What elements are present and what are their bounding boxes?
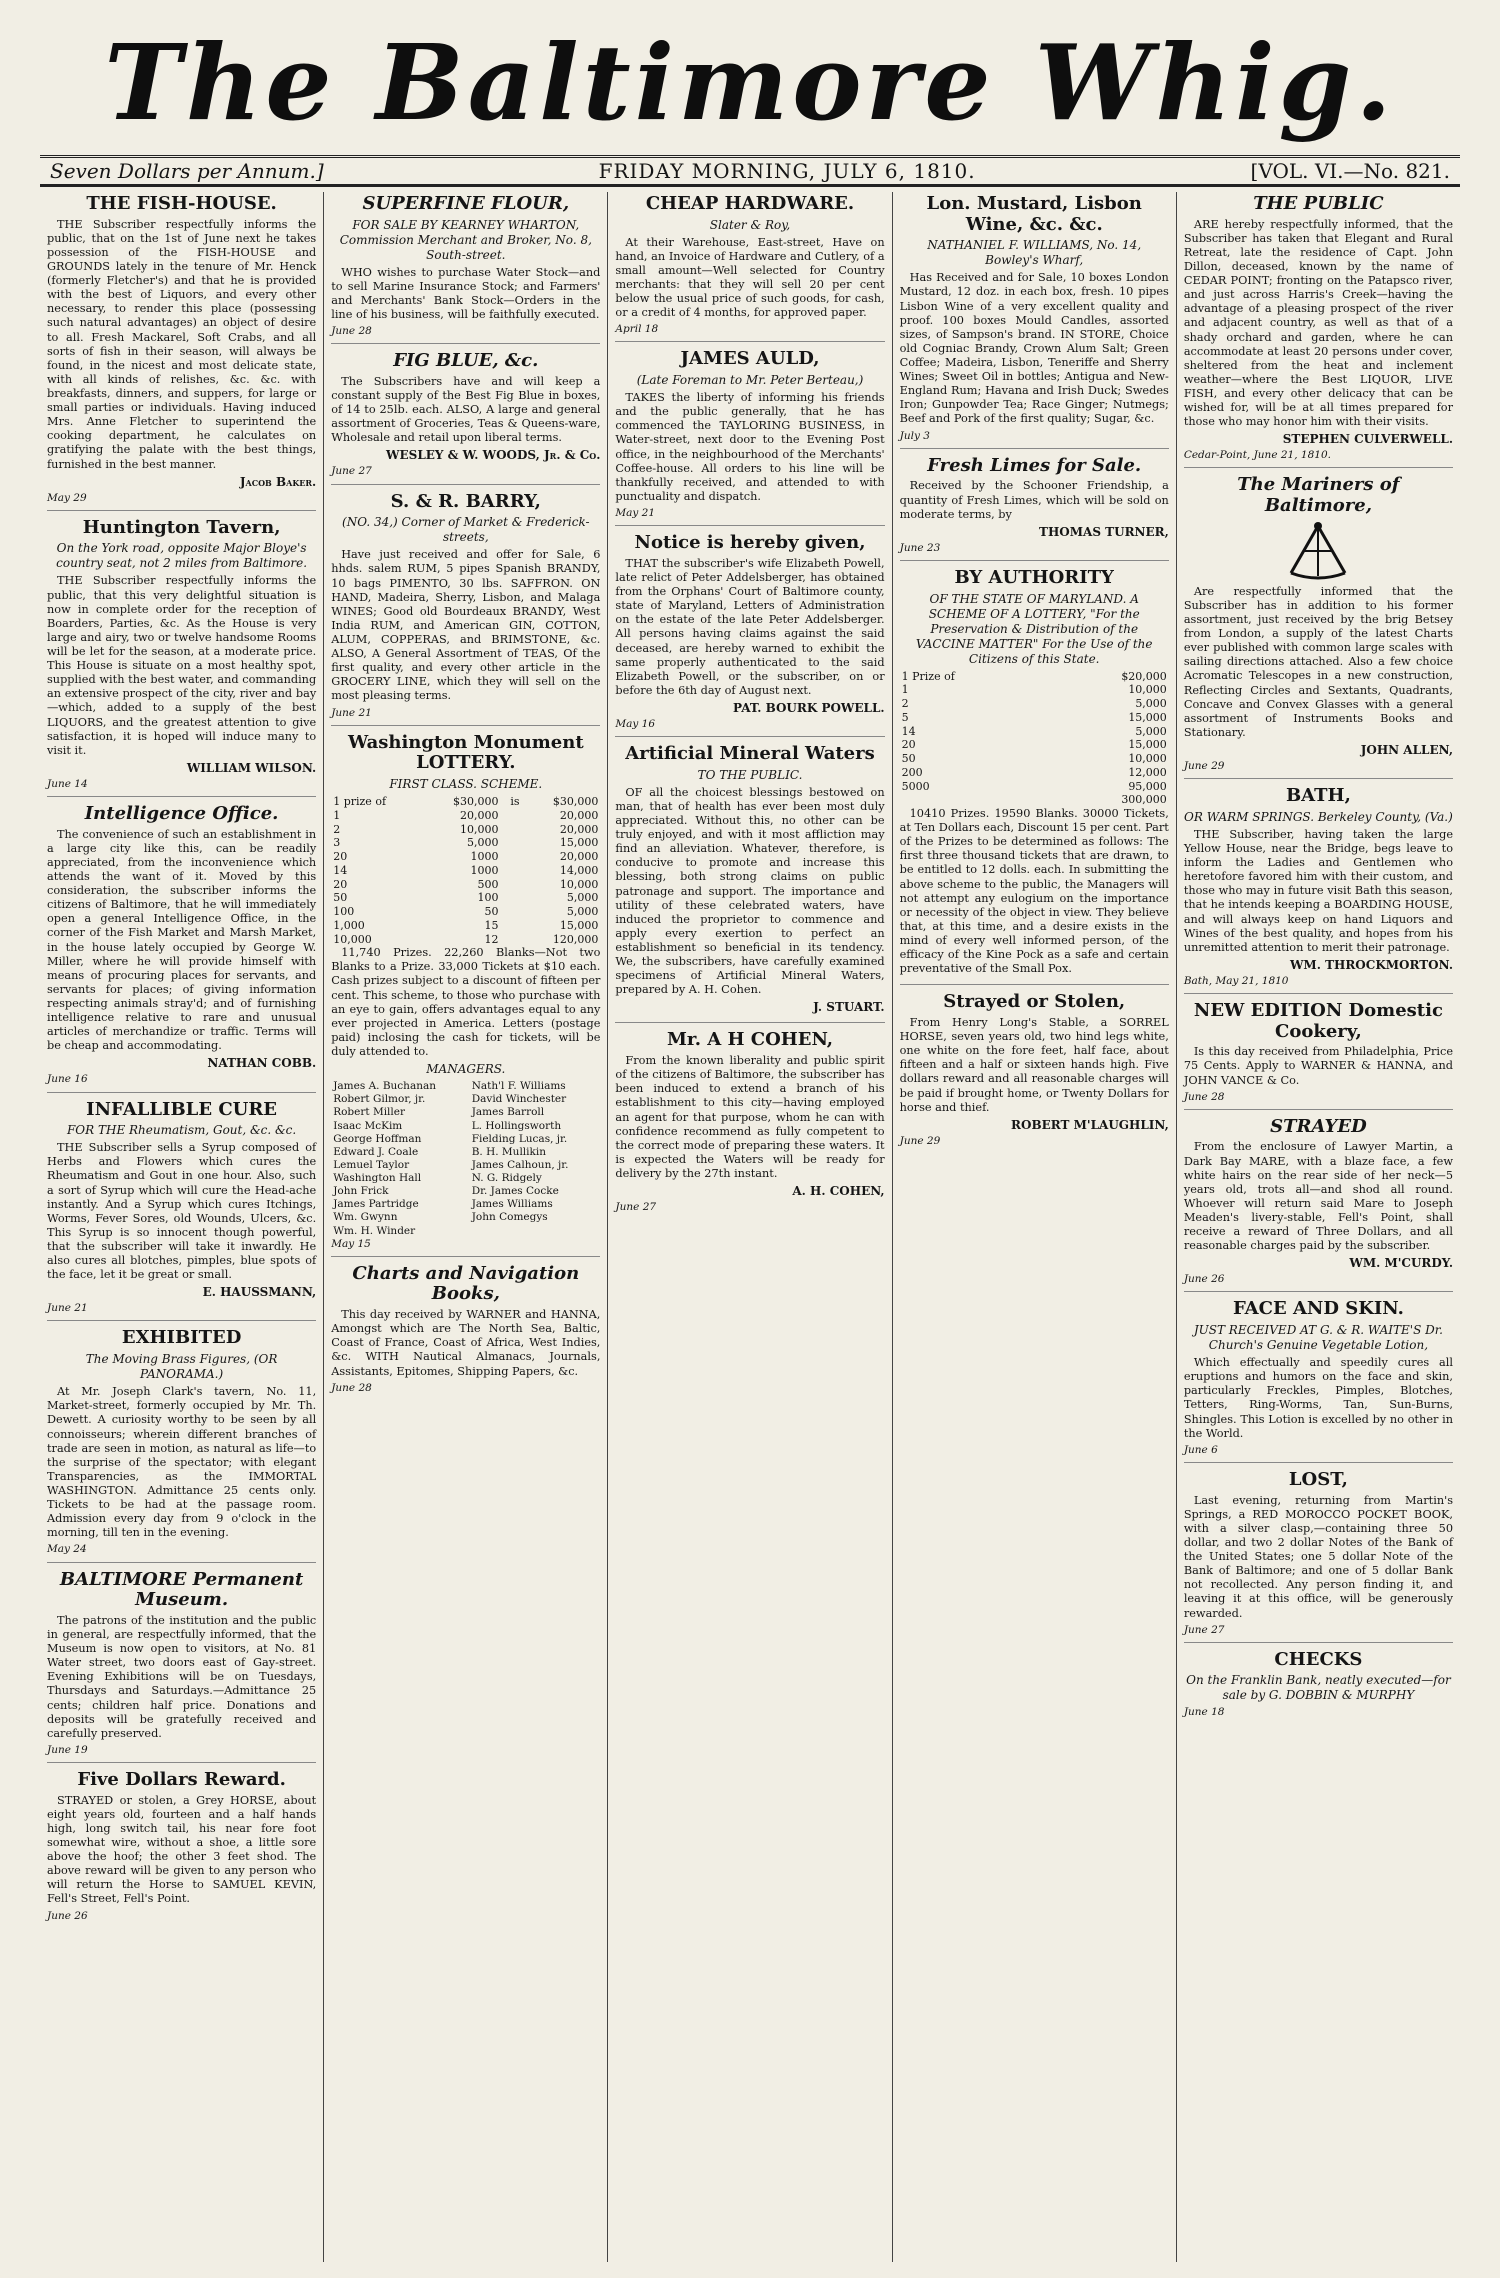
scheme-cell: 5,000 [1135,724,1167,738]
scheme-row [900,766,1169,780]
masthead [0,6,1500,158]
scheme-cell: 95,000 [1128,779,1167,793]
ad-body: 11,740 Prizes. 22,260 Blanks—Not two Blanks to a Prize. 33,000 Tickets at $10 each. Cash prizes subject to a discount of fifteen per cent. This scheme, to those who purchase with an eye to gain, offers advantages equal to any ever projected in America. Letters (postage paid) inclosing the cash for tickets, will be duly attended to. [331,946,601,1059]
scheme-row [331,878,600,892]
scheme-cell: 2 [901,697,909,711]
scheme-cell: 5,000 [566,891,599,905]
sextant-icon [1283,521,1353,581]
ad-title: Five Dollars Reward. [77,1768,286,1790]
scheme-cell: 1 Prize of [901,669,955,683]
ad-signature: WM. THROCKMORTON. [1289,957,1454,972]
ad-date: June 27 [331,465,372,478]
dateline [40,155,1460,187]
manager-name: Wm. H. Winder [333,1224,416,1237]
ad-subtitle: JUST RECEIVED AT G. & R. WAITE'S Dr. Church's Genuine Vegetable Lotion, [1193,1323,1443,1353]
ad-date: June 27 [615,1201,657,1214]
scheme-row [331,850,600,864]
manager-row [331,1106,600,1119]
scheme-cell: 200 [901,765,923,779]
ad-body: THAT the subscriber's wife Elizabeth Powell, late relict of Peter Addelsberger, has obtained from the Orphans' Court of Baltimore county, state of Maryland, Letters of Administration on the estate of the late Peter Addelsberger. All persons having claims against the said deceased, are hereby warned to exhibit the same properly authenticated to the said Elizabeth Powell, or the subscriber, on or before the 6th day of August next. [615,556,885,697]
ad-body: THE Subscriber respectfully informs the public, that this very delightful situation is now in complete order for the reception of Boarders, Parties, &c. As the House is very large and airy, two or twelve handsome Rooms will be let for the season, at a moderate price. This House is situate on a most healthy spot, supplied with the best water, and commanding an extensive prospect of the city, river and bay—which, added to a supply of the best LIQUORS, and the greatest attention to give satisfaction, it is hoped will induce many to visit it. [47,574,317,757]
scheme-cell: is [510,795,520,808]
ad-body: ARE hereby respectfully informed, that the Subscriber has taken that Elegant and Rural Retreat, late the residence of Capt. John Dillon, deceased, known by the name of CEDAR POINT; fronting on the Patapsco river, and just across Harris's Creek—having the advantage of a pleasing prospect of the river and adjacent country, as well as that of a shady orchard and garden, where he can accommodate at least 20 persons under cover, sheltered from the heat and inclement weather—where the Best LIQUOR, LIVE FISH, and every other delicacy that can be wished for, will be at all times prepared for those who may honor him with their visits. [1183,217,1454,429]
ad-subtitle: OF THE STATE OF MARYLAND. A SCHEME OF A LOTTERY, "For the Preservation & Distribution of the VACCINE MATTER" For the Use of the Citizens of this State. [915,591,1153,666]
ad-date: June 19 [47,1743,88,1756]
ad-body: The convenience of such an establishment in a large city like this, can be readily appreciated, from the inconvenience which attends the want of it. Moved by this consideration, the subscriber informs the citizens of Baltimore, that he will immediately open a general Intelligence Office, in the corner of the Fish Market and Marsh Market, in the house lately occupied by George W. Miller, where he will provide himself with means of procuring places for servants, and servants for places; of giving information respecting animals stray'd; and of furnishing intelligence relative to rare and unusual articles of merchandize or traffic. Terms will be cheap and accommodating. [47,827,317,1053]
advertisement [1184,475,1453,779]
scheme-cell: $30,000 [552,795,599,808]
ad-title: THE FISH-HOUSE. [86,193,277,214]
manager-row [331,1093,600,1106]
scheme-cell [900,793,1044,807]
advertisement [1184,1470,1453,1643]
manager-name: Fielding Lucas, jr. [471,1132,568,1145]
scheme-cell [501,891,522,905]
advertisement [331,1264,600,1400]
manager-name [470,1225,601,1238]
volume-number: [VOL. VI.—No. 821. [1250,159,1450,183]
manager-name: James A. Buchanan [333,1080,436,1093]
advertisement [900,194,1169,449]
scheme-row [331,809,600,823]
advertisement [331,351,600,484]
scheme-cell [501,850,522,864]
scheme-cell [501,919,522,933]
scheme-cell: 5,000 [1135,697,1167,711]
ad-date: June 28 [331,1381,372,1394]
manager-name: B. H. Mullikin [471,1145,546,1158]
ad-title: BALTIMORE Permanent Museum. [59,1568,304,1611]
ad-subtitle: FOR SALE BY KEARNEY WHARTON, Commission Merchant and Broker, No. 8, South-street. [339,217,592,262]
advertisement [1184,1299,1453,1462]
scheme-cell: 20,000 [559,808,599,822]
scheme-row [331,933,600,947]
scheme-cell: 15,000 [559,918,599,932]
column-1 [40,192,324,2262]
ad-date: May 15 [331,1237,371,1250]
manager-row [331,1133,600,1146]
ad-date: June 26 [1183,1273,1225,1286]
advertisement [615,533,884,737]
ad-date: June 16 [47,1073,88,1086]
scheme-row [331,905,600,919]
advertisement [1184,1650,1453,1725]
ad-date: June 29 [1183,760,1225,773]
ad-body: OF all the choicest blessings bestowed on man, that of health has ever been most duly appreciated. Without this, no other can be truly enjoyed, and with it most affliction may find an alleviation. Whatever, therefore, is conducive to promote and increase this blessing, both strong claims on public patronage and support. The importance and utility of these celebrated waters, have induced the proprietor to commence and apply every exertion to perfect an establishment so beneficial in its tendency. We, the subscribers, have carefully examined specimens of Artificial Mineral Waters, prepared by A. H. Cohen. [615,785,885,997]
scheme-cell: 50 [484,905,499,918]
manager-name: L. Hollingsworth [471,1119,562,1132]
ad-subtitle: The Moving Brass Figures, (OR PANORAMA.) [85,1352,278,1382]
manager-name: Robert Gilmor, jr. [333,1093,426,1106]
scheme-cell: 12,000 [1128,765,1167,779]
ad-body: From the known liberality and public spirit of the citizens of Baltimore, the subscriber has been induced to extend a branch of his establishment to this city—having employed an agent for that purpose, whom he can with confidence recommend as fully competent to the correct mode of preparing these waters. It is expected the Waters will be ready for delivery by the 27th instant. [615,1054,885,1180]
ad-body: The patrons of the institution and the public in general, are respectfully informed, that the Museum is now open to visitors, at No. 81 Water street, two doors east of Gay-street. Evening Exhibitions will be on Tuesdays, Thursdays and Saturdays.—Admittance 25 cents; children half price. Donations and deposits will be gratefully received and carefully preserved. [47,1613,317,1740]
ad-body: Which effectually and speedily cures all eruptions and humors on the face and skin, particularly Freckles, Pimples, Blotches, Tetters, Ring-Worms, Tan, Sun-Burns, Shingles. This Lotion is excelled by no other in the World. [1183,1356,1454,1440]
ad-subtitle: (NO. 34,) Corner of Market & Frederick-streets, [342,515,590,545]
ad-signature: WILLIAM WILSON. [186,760,317,775]
ad-title: FACE AND SKIN. [1232,1298,1404,1320]
advertisement [47,804,316,1093]
advertisement [900,568,1169,986]
ad-subtitle: FOR THE Rheumatism, Gout, &c. &c. [66,1123,297,1138]
ad-subtitle: FIRST CLASS. SCHEME. [389,777,543,791]
column-3 [608,192,892,2262]
manager-name: George Hoffman [333,1132,422,1145]
ad-title: Artificial Mineral Waters [625,743,875,765]
ad-title: NEW EDITION Domestic Cookery, [1193,999,1443,1042]
scheme-cell: 1 [901,683,909,697]
scheme-cell: 120,000 [552,932,599,946]
ad-body: Have just received and offer for Sale, 6 hhds. salem RUM, 5 pipes Spanish BRANDY, 10 bags PIMENTO, 30 lbs. SAFFRON. ON HAND, Madeira, Sherry, Lisbon, and Malaga WINES; Good old Bourdeaux BRANDY, West India RUM, and American GIN, COTTON, ALUM, COPPERAS, and BRIMSTONE, &c. ALSO, A General Assortment of TEAS, Of the first quality, and every other article in the GROCERY LINE, which they will sell on the most pleasing terms. [331,548,601,703]
newspaper-title: The Baltimore Whig. [104,20,1396,144]
scheme-cell: 1000 [470,850,499,863]
ad-body: THE Subscriber, having taken the large Yellow House, near the Bridge, begs leave to inform the Ladies and Gentlemen who heretofore favored him with their custom, and those who may in future visit Bath this season, that he intends keeping a BOARDING HOUSE, and will always keep on hand Liquors and Wines of the best quality, and hopes from his unremitted attention to merit their patronage. [1183,827,1454,954]
advertisement [1184,194,1453,468]
manager-name: Edward J. Coale [333,1145,419,1158]
ad-body: Are respectfully informed that the Subscriber has in addition to his former assortment, just received by the brig Betsey from London, a supply of the latest Charts ever published with common large scales with sailing directions attached. Also a few choice Acromatic Telescopes in a new construction, Reflecting Circles and Sextants, Quadrants, Concave and Convex Glasses with a general assortment of Instruments Books and Stationary. [1183,584,1454,739]
advertisement [615,744,884,1023]
manager-name: James Calhoun, jr. [471,1158,569,1171]
ad-body: Is this day received from Philadelphia, Price 75 Cents. Apply to WARNER & HANNA, and JOHN VANCE & Co. [1183,1045,1454,1087]
scheme-row [331,836,600,850]
manager-row [331,1120,600,1133]
scheme-row [900,780,1169,794]
scheme-cell: 10,000 [333,932,372,946]
ad-signature: E. HAUSSMANN, [202,1285,317,1300]
manager-row [331,1225,600,1238]
manager-name: David Winchester [471,1093,567,1106]
scheme-cell: 20 [901,738,916,752]
scheme-cell: 10,000 [460,822,499,836]
manager-name: John Frick [333,1185,389,1198]
ad-date: June 23 [899,541,941,554]
scheme-total: 300,000 [1121,793,1167,807]
manager-row [331,1198,600,1211]
columns [40,192,1460,2262]
manager-name: Washington Hall [333,1172,422,1184]
ad-title: Charts and Navigation Books, [352,1262,580,1305]
advertisement [47,1570,316,1763]
ad-body: TAKES the liberty of informing his friends and the public generally, that he has commenced the TAYLORING BUSINESS, in Water-street, next door to the Evening Post office, in the neighbourhood of the Merchants' Coffee-house. All orders to his line will be thankfully received, and attended to with punctuality and dispatch. [615,391,885,503]
scheme-row [331,864,600,878]
advertisement [900,992,1169,1153]
ad-date: May 29 [47,491,87,504]
scheme-row [900,752,1169,766]
scheme-cell [501,878,522,892]
ad-signature: STEPHEN CULVERWELL. [1282,432,1454,447]
column-4 [893,192,1177,2262]
scheme-cell: 20,000 [559,822,599,836]
scheme-cell: 14 [901,724,916,738]
ad-subtitle: On the Franklin Bank, neatly executed—for sale by G. DOBBIN & MURPHY [1186,1673,1451,1703]
ad-body: THE Subscriber respectfully informs the public, that on the 1st of June next he takes possession of the FISH-HOUSE and GROUNDS lately in the tenure of Mr. Henck (formerly Fletcher's) and that he is provided with the best of Liquors, and every other necessary, to render this place (possessing such natural advantages) an object of desire to all. Fresh Mackarel, Soft Crabs, and all sorts of fish in their season, will always be found, in the nicest and most delicate state, with all kinds of relishes, &c. &c. with breakfasts, dinners, and suppers, for large or small parties or individuals. Having induced Mrs. Anne Fletcher to superintend the cooking department, he calculates on gratifying the palate with the best things, furnished in the best manner. [47,217,317,471]
scheme-row [900,711,1169,725]
ad-title: Lon. Mustard, Lisbon Wine, &c. &c. [926,193,1142,235]
advertisement [1184,786,1453,994]
advertisement [47,1328,316,1562]
ad-date: May 16 [615,717,656,730]
scheme-cell [501,933,522,947]
manager-row [331,1172,600,1185]
scheme-cell: 20,000 [559,850,599,863]
ad-signature: ROBERT M'LAUGHLIN, [1011,1117,1169,1132]
scheme-cell: 15,000 [1128,710,1167,724]
ad-title: Mr. A H COHEN, [666,1029,834,1051]
ad-signature: PAT. BOURK POWELL. [733,700,885,715]
scheme-row [900,683,1169,697]
ad-body: From the enclosure of Lawyer Martin, a Dark Bay MARE, with a blaze face, a few white hairs on the rear side of her neck—5 years old, trots all—and shod all round. Whoever will return said Mare to Joseph Meaden's livery-stable, Fell's Point, shall receive a reward of Three Dollars, and all reasonable charges paid by the subscriber. [1183,1140,1454,1253]
scheme-cell: 14 [333,863,348,877]
ad-date: July 3 [899,429,930,442]
ad-signature: WM. M'CURDY. [1349,1256,1454,1271]
advertisement [615,1030,884,1219]
scheme-cell [501,809,522,823]
subscription-price: Seven Dollars per Annum.] [50,159,324,183]
ad-subtitle: OR WARM SPRINGS. Berkeley County, (Va.) [1184,809,1453,824]
column-2 [324,192,608,2262]
ad-subtitle: Slater & Roy, [709,217,791,232]
ad-body: Received by the Schooner Friendship, a quantity of Fresh Limes, which will be sold on moderate terms, by [899,479,1169,521]
scheme-row [900,697,1169,711]
advertisement [615,349,884,526]
ad-title: CHECKS [1274,1648,1363,1670]
manager-row [331,1159,600,1172]
ad-title: The Mariners of Baltimore, [1237,474,1400,517]
ad-subtitle: On the York road, opposite Major Bloye's country seat, not 2 miles from Baltimore. [56,541,308,571]
ad-title: Notice is hereby given, [634,532,866,554]
scheme-cell: 5,000 [566,905,599,918]
scheme-row [331,823,600,837]
scheme-cell: 500 [477,877,499,891]
ad-title: S. & R. BARRY, [390,490,541,512]
ad-body: WHO wishes to purchase Water Stock—and to sell Marine Insurance Stock; and Farmers' and Merchants' Bank Stock—Orders in the line of his business, will be faithfully executed. [331,265,601,322]
ad-signature: Jacob Baker. [239,474,317,489]
advertisement [331,194,600,344]
scheme-cell: 10,000 [1128,683,1167,697]
scheme-cell: $20,000 [1121,669,1167,683]
ad-date: May 24 [47,1543,87,1556]
advertisement [1184,1117,1453,1293]
scheme-cell [501,905,522,919]
advertisement [615,194,884,342]
advertisement [47,1770,316,1928]
ad-title: SUPERFINE FLOUR, [362,193,570,214]
scheme-cell: 50 [901,752,916,766]
scheme-cell [501,864,522,878]
ad-title: BATH, [1285,785,1351,807]
ad-body: At their Warehouse, East-street, Have on hand, an Invoice of Hardware and Cutlery, of a small amount—Well selected for Country merchants: that they will sell 20 per cent below the usual price of such goods, for cash, or a credit of 4 months, for approved paper. [615,235,885,320]
scheme-cell: 1,000 [333,918,365,932]
column-5 [1177,192,1460,2262]
ad-title: FIG BLUE, &c. [393,350,539,372]
ad-title: STRAYED [1270,1115,1367,1137]
ad-title: EXHIBITED [121,1327,242,1349]
scheme-cell: 100 [477,891,499,905]
ad-signature: JOHN ALLEN, [1360,743,1454,758]
ad-title: JAMES AULD, [680,348,820,370]
scheme-cell: 10,000 [559,877,599,891]
ad-signature: J. STUART. [813,1000,885,1015]
ad-title: LOST, [1288,1468,1348,1490]
scheme-cell: 1 [333,808,341,822]
scheme-cell: 15 [484,918,499,932]
scheme-cell: 20 [333,850,348,863]
washington-lottery-scheme [331,795,600,946]
ad-title: Strayed or Stolen, [943,991,1126,1013]
scheme-cell: 20 [333,877,348,891]
ad-subtitle: NATHANIEL F. WILLIAMS, No. 14, Bowley's Wharf, [927,238,1142,268]
scheme-cell: 2 [333,822,341,836]
ad-date: Cedar-Point, June 21, 1810. [1183,449,1331,462]
ad-date: Bath, May 21, 1810 [1183,974,1289,987]
scheme-cell: 20,000 [460,808,499,822]
ad-date: June 21 [47,1302,88,1315]
advertisement [1184,1001,1453,1110]
scheme-cell: 100 [333,905,355,918]
advertisement [900,456,1169,561]
scheme-cell [501,823,522,837]
ad-title: Fresh Limes for Sale. [927,454,1142,476]
scheme-cell: 12 [484,932,499,946]
scheme-cell: 14,000 [559,863,599,877]
scheme-row [900,725,1169,739]
manager-name: James Barroll [471,1106,545,1119]
ad-title: CHEAP HARDWARE. [645,193,855,214]
ad-signature: THOMAS TURNER, [1039,524,1169,539]
scheme-cell: 1 prize of [333,795,387,808]
advertisement [47,518,316,797]
manager-name: James Partridge [333,1198,419,1211]
scheme-row [900,738,1169,752]
scheme-row [900,670,1169,684]
ad-body: THE Subscriber sells a Syrup composed of Herbs and Flowers which cures the Rheumatism and Gout in one hour. Also, such a sort of Syrup which will cure the Head-ache instantly. And a Syrup which cures Itchings, Worms, Fever Sores, old Wounds, Ulcers, &c. This Syrup is so innocent though powerful, that the subscriber will take it inwardly. He also cures all blotches, pimples, blue spots of the face, let it be great or small. [47,1141,317,1282]
ad-date: June 26 [47,1909,88,1922]
scheme-cell: $30,000 [453,795,499,808]
manager-row [331,1146,600,1159]
ad-date: June 28 [1183,1090,1225,1103]
scheme-cell: 15,000 [1128,738,1167,752]
ad-date: June 27 [1183,1623,1225,1636]
manager-name: Isaac McKim [333,1119,403,1132]
ad-date: June 28 [331,325,372,338]
ad-title: Intelligence Office. [84,803,279,825]
manager-name: Nath'l F. Williams [471,1080,566,1093]
manager-row [331,1211,600,1224]
manager-name: James Williams [471,1198,553,1211]
advertisement [331,733,600,1257]
manager-row [331,1080,600,1093]
ad-date: May 21 [615,507,656,520]
ad-subtitle: (Late Foreman to Mr. Peter Berteau,) [636,373,864,388]
ad-title: INFALLIBLE CURE [86,1098,278,1120]
ad-body: This day received by WARNER and HANNA, Amongst which are The North Sea, Baltic, Coast of France, Coast of Africa, West Indies, &c. WITH Nautical Almanacs, Journals, Assistants, Epitomes, Shipping Papers, &c. [331,1308,601,1378]
ad-body: From Henry Long's Stable, a SORREL HORSE, seven years old, two hind legs white, one white on the fore feet, half face, about fifteen and a half or sixteen hands high. Five dollars reward and all reasonable charges will be paid if brought home, or Twenty Dollars for horse and thief. [899,1016,1169,1114]
ad-body: 10410 Prizes. 19590 Blanks. 30000 Tickets, at Ten Dollars each, Discount 15 per cent. Part of the Prizes to be determined as follows: The first three thousand tickets that are drawn, to be entitled to 12 dolls. each. In submitting the above scheme to the public, the Managers will not attempt any eulogium on the importance or necessity of the object in view. They believe that, at this time, and a desire exists in the mind of every well informed person, of the efficacy of the Kine Pock as a safe and certain preventative of the Small Pox. [899,807,1169,976]
ad-date: April 18 [615,323,659,336]
scheme-cell: 10,000 [1128,752,1167,766]
manager-name: John Comegys [471,1211,548,1224]
ad-body: Has Received and for Sale, 10 boxes London Mustard, 12 doz. in each box, fresh. 10 pipes Lisbon Wine of a very excellent quality and proof. 100 boxes Mould Candles, assorted sizes, of Sampson's brand. IN STORE, Choice old Cogniac Brandy, Crown Alum Salt; Green Coffee; Madeira, Lisbon, Teneriffe and Sherry Wines; Sweet Oil in bottles; Antigua and New-England Rum; Havana and Irish Duck; Swedes Iron; Gunpowder Tea; Race Ginger; Nutmegs; Beef and Pork of the first quality; Sugar, &c. [899,271,1169,426]
scheme-row [331,891,600,905]
scheme-cell: 3 [333,836,341,850]
scheme-cell: 5000 [901,779,930,793]
ad-body: Last evening, returning from Martin's Springs, a RED MOROCCO POCKET BOOK, with a silver clasp,—containing three 50 dollar, and two 2 dollar Notes of the Bank of the United States; one 5 dollar Note of the Bank of Baltimore; and one of 5 dollar Bank not recollected. Any person finding it, and leaving it at this office, will be generously rewarded. [1183,1493,1454,1620]
scheme-cell: 50 [333,891,348,905]
ad-body: The Subscribers have and will keep a constant supply of the Best Fig Blue in boxes, of 14 to 25lb. each. ALSO, A large and general assortment of Groceries, Teas & Queens-ware, Wholesale and retail upon liberal terms. [331,374,601,445]
issue-date: FRIDAY MORNING, JULY 6, 1810. [598,159,976,183]
scheme-cell: 5 [901,710,909,724]
scheme-total-row [900,793,1169,807]
scheme-row [331,795,600,809]
ad-date: June 18 [1183,1706,1225,1719]
ad-signature: WESLEY & W. WOODS, Jr. & Co. [386,448,601,463]
ad-date: June 14 [47,777,88,790]
ad-body: STRAYED or stolen, a Grey HORSE, about eight years old, fourteen and a half hands high, long switch tail, his near fore foot somewhat wire, without a shoe, a little sore above the hoof; the other 3 feet shod. The above reward will be given to any person who will return the Horse to SAMUEL KEVIN, Fell's Street, Fell's Point. [47,1793,317,1906]
managers-heading: MANAGERS. [426,1062,506,1077]
ad-title: THE PUBLIC [1253,193,1384,214]
advertisement [47,194,316,511]
ad-body: At Mr. Joseph Clark's tavern, No. 11, Market-street, formerly occupied by Mr. Th. Dewett. A curiosity worthy to be seen by all connoisseurs; wherein different branches of trade are seen in motion, as natural as life—to the surprise of the spectator; with elegant Transparencies, as the IMMORTAL WASHINGTON. Admittance 25 cents only. Tickets to be had at the passage room. Admission every day from 9 o'clock in the morning, till ten in the evening. [47,1385,317,1540]
scheme-row [331,919,600,933]
ad-date: June 29 [899,1134,941,1147]
scheme-cell: 5,000 [467,836,499,850]
ad-title: BY AUTHORITY [954,566,1114,588]
managers-list [331,1080,600,1238]
ad-date: June 21 [331,706,372,719]
vaccine-lottery-scheme [900,670,1169,808]
manager-row [331,1185,600,1198]
ad-title: Washington Monument LOTTERY. [347,731,584,774]
manager-name: Robert Miller [333,1106,406,1119]
ad-subtitle: TO THE PUBLIC. [697,767,803,782]
advertisement [331,492,600,726]
manager-name: N. G. Ridgely [471,1172,542,1184]
ad-signature: NATHAN COBB. [207,1056,317,1071]
scheme-cell: 1000 [470,863,499,877]
manager-name: Dr. James Cocke [471,1185,559,1198]
scheme-cell: 15,000 [559,836,599,850]
ad-date: June 6 [1183,1443,1218,1456]
scheme-cell [501,836,522,850]
ad-signature: A. H. COHEN, [792,1184,885,1199]
ad-title: Huntington Tavern, [82,516,281,538]
manager-name: Wm. Gwynn [333,1211,398,1224]
advertisement [47,1100,316,1322]
manager-name: Lemuel Taylor [333,1158,410,1171]
